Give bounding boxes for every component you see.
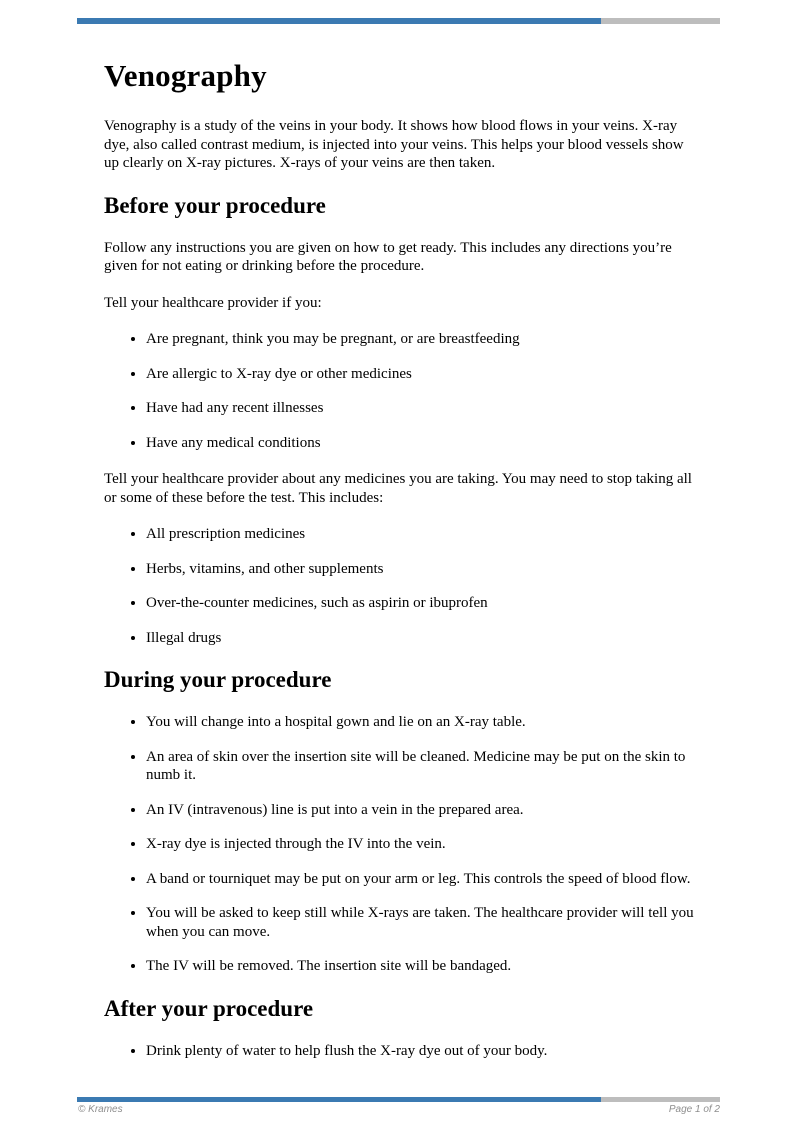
- list-item: • Illegal drugs: [146, 629, 696, 648]
- list-item: • An IV (intravenous) line is put into a vein in the prepared area.: [146, 801, 696, 820]
- list-item: • All prescription medicines: [146, 525, 696, 544]
- top-accent-bar: [77, 18, 720, 24]
- during-steps-list: [104, 713, 696, 976]
- before-paragraph-medicines: Tell your healthcare provider about any medicines you are taking. You may need to stop taking all or some of these before the test. This includes:: [104, 471, 692, 506]
- list-item: • Are allergic to X-ray dye or other medicines: [146, 365, 696, 384]
- list-item: • Have had any recent illnesses: [146, 399, 696, 418]
- after-steps-list: [104, 1042, 696, 1061]
- footer-accent-bar-gray: [601, 1097, 720, 1102]
- footer-accent-bar: [77, 1097, 720, 1102]
- footer-copyright: © Krames: [78, 1104, 123, 1115]
- before-paragraph-instructions: Follow any instructions you are given on how to get ready. This includes any directions you’re given for not eating or drinking before the procedure.: [104, 239, 672, 274]
- list-item: • X-ray dye is injected through the IV into the vein.: [146, 835, 696, 854]
- footer: [78, 1104, 720, 1115]
- list-item: • Herbs, vitamins, and other supplements: [146, 560, 696, 579]
- footer-page-number: Page 1 of 2: [668, 1104, 720, 1115]
- top-accent-bar-gray: [601, 18, 720, 24]
- footer-accent-bar-blue: [77, 1097, 601, 1102]
- list-item: • Are pregnant, think you may be pregnant, or are breastfeeding: [146, 330, 696, 349]
- before-medicines-list: [104, 525, 696, 647]
- page-title: Venography: [104, 58, 267, 93]
- document-body: [104, 58, 696, 1078]
- list-item: • Have any medical conditions: [146, 434, 696, 453]
- list-item: • An area of skin over the insertion site will be cleaned. Medicine may be put on the skin to numb it.: [146, 748, 696, 785]
- intro-paragraph: Venography is a study of the veins in your body. It shows how blood flows in your veins. X-ray dye, also called contrast medium, is injected into your veins. This helps your blood vessels show up clearly on X-ray pictures. X-rays of your veins are then taken.: [104, 118, 684, 171]
- list-item: • Over-the-counter medicines, such as aspirin or ibuprofen: [146, 594, 696, 613]
- before-conditions-list: [104, 330, 696, 452]
- top-accent-bar-blue: [77, 18, 601, 24]
- section-heading-before: Before your procedure: [104, 192, 326, 218]
- section-heading-after: After your procedure: [104, 995, 314, 1021]
- list-item: • The IV will be removed. The insertion site will be bandaged.: [146, 957, 696, 976]
- section-heading-during: During your procedure: [104, 667, 332, 692]
- list-item: • A band or tourniquet may be put on your arm or leg. This controls the speed of blood flow.: [146, 870, 696, 889]
- before-paragraph-tell-provider: Tell your healthcare provider if you:: [104, 294, 322, 311]
- list-item: • You will be asked to keep still while X-rays are taken. The healthcare provider will tell you when you can move.: [146, 904, 696, 941]
- list-item: • You will change into a hospital gown and lie on an X-ray table.: [146, 713, 696, 732]
- list-item: • Drink plenty of water to help flush the X-ray dye out of your body.: [146, 1042, 696, 1061]
